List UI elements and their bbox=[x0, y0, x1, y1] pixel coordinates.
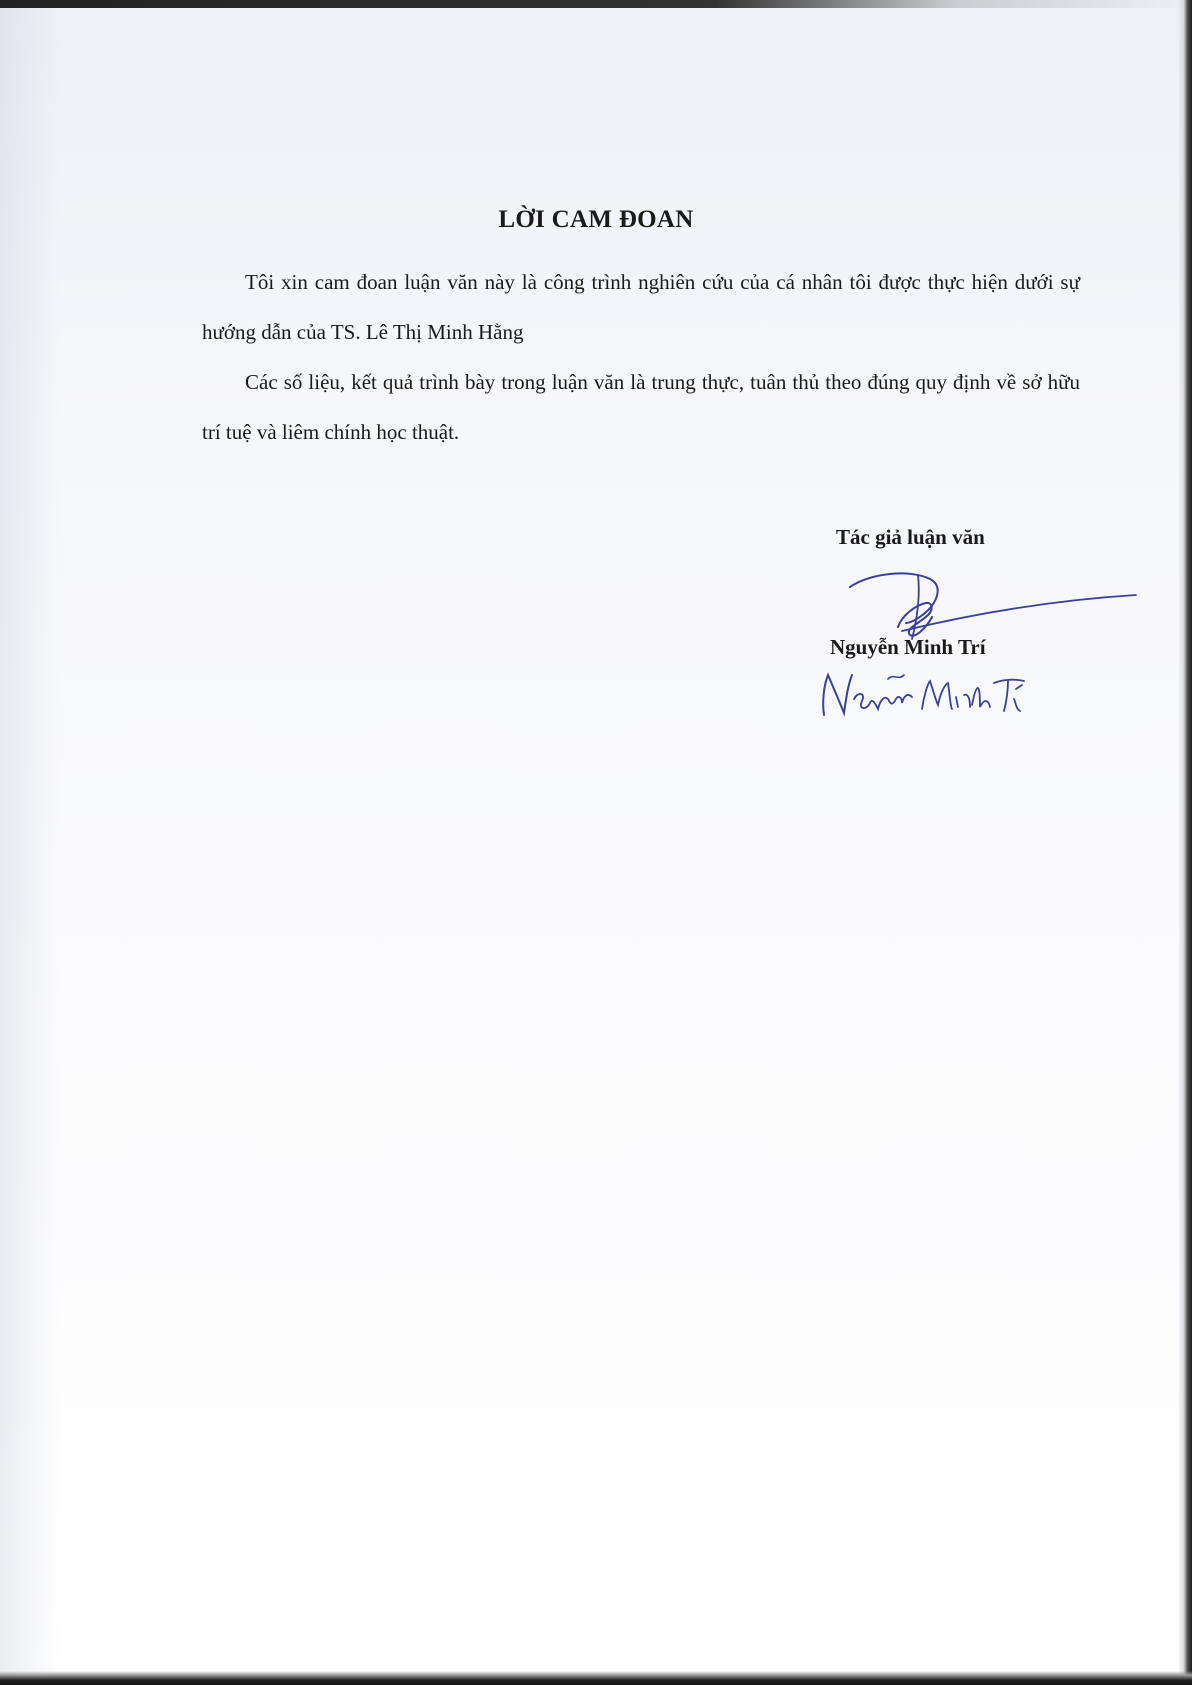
signature-stroke-line bbox=[902, 595, 1136, 631]
handwriting-n bbox=[823, 675, 852, 715]
signature-mark bbox=[840, 565, 1140, 645]
author-label: Tác giả luận văn bbox=[836, 525, 985, 549]
scan-edge-right bbox=[1178, 0, 1192, 1685]
scan-edge-top bbox=[0, 0, 1192, 8]
handwriting-tilde bbox=[888, 675, 904, 679]
handwriting-minh bbox=[922, 681, 990, 709]
signature-stroke-arc bbox=[850, 573, 938, 623]
scan-edge-bottom bbox=[0, 1671, 1192, 1685]
scan-shadow-left bbox=[0, 0, 60, 1685]
handwriting-tri bbox=[994, 680, 1024, 711]
handwritten-name-signature bbox=[818, 665, 1028, 725]
declaration-paragraph-1: Tôi xin cam đoan luận văn này là công trình nghiên cứu của cá nhân tôi được thực hiện dưới sự hướng dẫn của TS. Lê Thị Minh Hằng bbox=[202, 270, 1080, 344]
handwriting-guyen bbox=[854, 694, 912, 709]
page-title: LỜI CAM ĐOAN bbox=[498, 206, 694, 233]
author-name: Nguyễn Minh Trí bbox=[830, 635, 986, 659]
declaration-paragraph-2: Các số liệu, kết quả trình bày trong luận văn là trung thực, tuân thủ theo đúng quy định về sở hữu trí tuệ và liêm chính học thuật. bbox=[202, 370, 1080, 444]
